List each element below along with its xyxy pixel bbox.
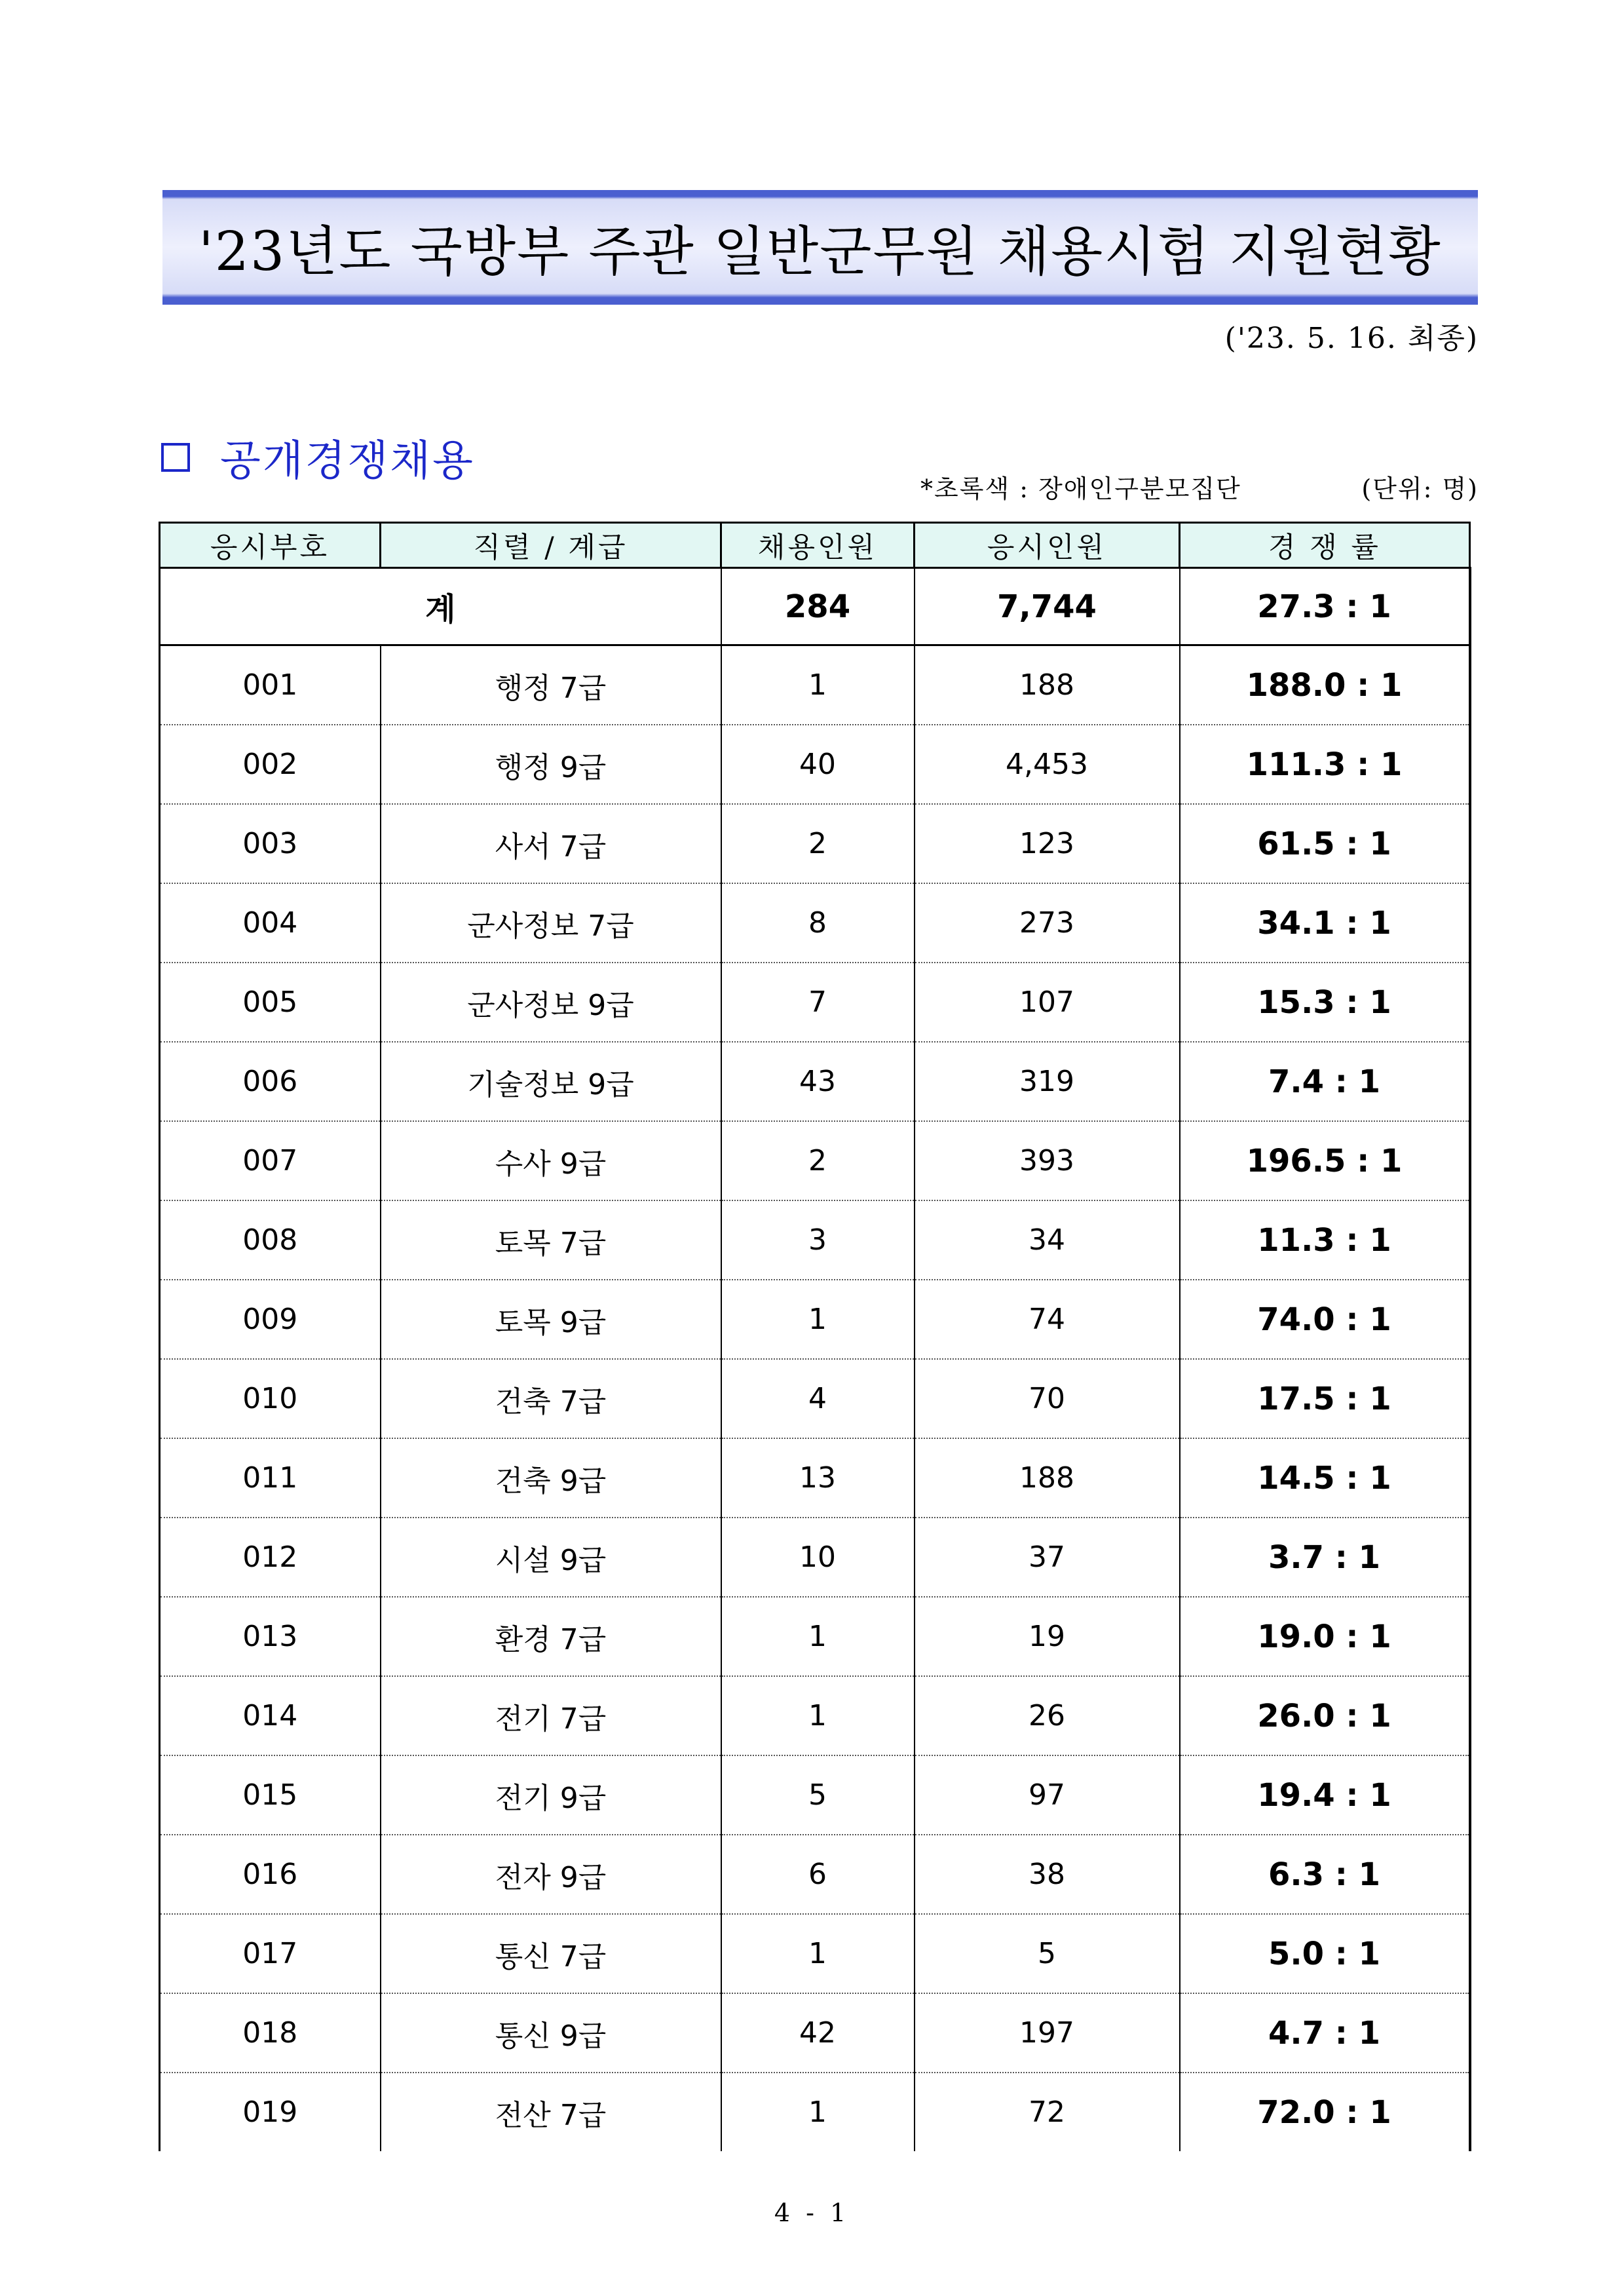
cell-ratio: 34.1 : 1	[1180, 883, 1470, 963]
total-hires: 284	[721, 568, 915, 645]
cell-code: 016	[160, 1835, 381, 1914]
unit-note: (단위: 명)	[1361, 474, 1479, 503]
cell-hires: 1	[721, 645, 915, 725]
table-row	[160, 1280, 1470, 1359]
cell-applicants: 5	[915, 1914, 1180, 1993]
cell-code: 001	[160, 645, 381, 725]
cell-position: 전기 9급	[381, 1755, 721, 1835]
cell-ratio: 15.3 : 1	[1180, 963, 1470, 1042]
table-row	[160, 1518, 1470, 1597]
cell-position: 건축 9급	[381, 1438, 721, 1518]
cell-applicants: 188	[915, 645, 1180, 725]
cell-ratio: 19.0 : 1	[1180, 1597, 1470, 1676]
cell-applicants: 74	[915, 1280, 1180, 1359]
cell-applicants: 26	[915, 1676, 1180, 1755]
table-row	[160, 645, 1470, 725]
cell-ratio: 26.0 : 1	[1180, 1676, 1470, 1755]
cell-position: 군사정보 9급	[381, 963, 721, 1042]
cell-applicants: 273	[915, 883, 1180, 963]
table-row	[160, 1200, 1470, 1280]
table-row	[160, 1676, 1470, 1755]
cell-hires: 6	[721, 1835, 915, 1914]
cell-ratio: 74.0 : 1	[1180, 1280, 1470, 1359]
table-row	[160, 1914, 1470, 1993]
cell-code: 015	[160, 1755, 381, 1835]
page-number: 4 - 1	[774, 2198, 850, 2227]
table-row	[160, 1835, 1470, 1914]
cell-position: 기술정보 9급	[381, 1042, 721, 1121]
cell-position: 전자 9급	[381, 1835, 721, 1914]
cell-applicants: 4,453	[915, 725, 1180, 804]
table-row	[160, 1755, 1470, 1835]
cell-applicants: 393	[915, 1121, 1180, 1200]
cell-code: 007	[160, 1121, 381, 1200]
cell-ratio: 4.7 : 1	[1180, 1993, 1470, 2073]
cell-code: 004	[160, 883, 381, 963]
cell-ratio: 72.0 : 1	[1180, 2073, 1470, 2151]
cell-position: 시설 9급	[381, 1518, 721, 1597]
cell-hires: 13	[721, 1438, 915, 1518]
cell-ratio: 11.3 : 1	[1180, 1200, 1470, 1280]
table-row	[160, 1121, 1470, 1200]
cell-hires: 1	[721, 1676, 915, 1755]
cell-ratio: 14.5 : 1	[1180, 1438, 1470, 1518]
cell-applicants: 97	[915, 1755, 1180, 1835]
cell-applicants: 188	[915, 1438, 1180, 1518]
table-row	[160, 1993, 1470, 2073]
cell-ratio: 6.3 : 1	[1180, 1835, 1470, 1914]
section-heading	[161, 427, 475, 488]
cell-code: 009	[160, 1280, 381, 1359]
table-row	[160, 804, 1470, 883]
header-position: 직렬 / 계급	[381, 523, 721, 568]
page-title: '23년도 국방부 주관 일반군무원 채용시험 지원현황	[198, 221, 1442, 283]
section-title: 공개경쟁채용	[220, 437, 475, 486]
header-applicants: 응시인원	[915, 523, 1180, 568]
header-hires: 채용인원	[721, 523, 915, 568]
cell-ratio: 17.5 : 1	[1180, 1359, 1470, 1438]
cell-position: 군사정보 7급	[381, 883, 721, 963]
cell-hires: 2	[721, 804, 915, 883]
cell-position: 행정 7급	[381, 645, 721, 725]
cell-hires: 4	[721, 1359, 915, 1438]
cell-hires: 7	[721, 963, 915, 1042]
cell-hires: 1	[721, 1597, 915, 1676]
applicant-table	[159, 522, 1471, 2151]
cell-position: 토목 9급	[381, 1280, 721, 1359]
cell-hires: 3	[721, 1200, 915, 1280]
cell-ratio: 3.7 : 1	[1180, 1518, 1470, 1597]
cell-position: 사서 7급	[381, 804, 721, 883]
cell-position: 건축 7급	[381, 1359, 721, 1438]
total-label: 계	[160, 568, 721, 645]
cell-code: 006	[160, 1042, 381, 1121]
cell-hires: 8	[721, 883, 915, 963]
cell-hires: 1	[721, 1914, 915, 1993]
table-header-row	[160, 523, 1470, 568]
cell-hires: 42	[721, 1993, 915, 2073]
cell-ratio: 5.0 : 1	[1180, 1914, 1470, 1993]
cell-position: 통신 7급	[381, 1914, 721, 1993]
square-bullet-icon	[161, 443, 190, 472]
cell-code: 010	[160, 1359, 381, 1438]
cell-hires: 1	[721, 1280, 915, 1359]
cell-ratio: 19.4 : 1	[1180, 1755, 1470, 1835]
title-banner	[162, 190, 1478, 305]
cell-code: 012	[160, 1518, 381, 1597]
legend-note: *초록색 : 장애인구분모집단	[920, 474, 1241, 503]
cell-ratio: 188.0 : 1	[1180, 645, 1470, 725]
cell-position: 수사 9급	[381, 1121, 721, 1200]
cell-code: 002	[160, 725, 381, 804]
cell-applicants: 38	[915, 1835, 1180, 1914]
table-row	[160, 1597, 1470, 1676]
cell-code: 017	[160, 1914, 381, 1993]
cell-position: 환경 7급	[381, 1597, 721, 1676]
header-code: 응시부호	[160, 523, 381, 568]
total-ratio: 27.3 : 1	[1180, 568, 1470, 645]
cell-hires: 10	[721, 1518, 915, 1597]
cell-hires: 40	[721, 725, 915, 804]
cell-code: 013	[160, 1597, 381, 1676]
cell-applicants: 19	[915, 1597, 1180, 1676]
table-row	[160, 725, 1470, 804]
cell-code: 003	[160, 804, 381, 883]
cell-position: 전산 7급	[381, 2073, 721, 2151]
cell-applicants: 34	[915, 1200, 1180, 1280]
cell-applicants: 197	[915, 1993, 1180, 2073]
table-row	[160, 1042, 1470, 1121]
cell-position: 전기 7급	[381, 1676, 721, 1755]
cell-ratio: 196.5 : 1	[1180, 1121, 1470, 1200]
cell-code: 018	[160, 1993, 381, 2073]
header-ratio: 경 쟁 률	[1180, 523, 1470, 568]
cell-applicants: 107	[915, 963, 1180, 1042]
cell-ratio: 61.5 : 1	[1180, 804, 1470, 883]
cell-hires: 5	[721, 1755, 915, 1835]
cell-code: 019	[160, 2073, 381, 2151]
cell-applicants: 37	[915, 1518, 1180, 1597]
cell-hires: 1	[721, 2073, 915, 2151]
table-row	[160, 2073, 1470, 2151]
cell-applicants: 123	[915, 804, 1180, 883]
cell-hires: 2	[721, 1121, 915, 1200]
cell-applicants: 72	[915, 2073, 1180, 2151]
cell-code: 008	[160, 1200, 381, 1280]
table-row	[160, 963, 1470, 1042]
table-row	[160, 1359, 1470, 1438]
cell-position: 통신 9급	[381, 1993, 721, 2073]
table-row	[160, 883, 1470, 963]
cell-position: 토목 7급	[381, 1200, 721, 1280]
cell-ratio: 111.3 : 1	[1180, 725, 1470, 804]
table-row	[160, 1438, 1470, 1518]
cell-code: 011	[160, 1438, 381, 1518]
cell-ratio: 7.4 : 1	[1180, 1042, 1470, 1121]
cell-code: 014	[160, 1676, 381, 1755]
cell-applicants: 70	[915, 1359, 1180, 1438]
cell-applicants: 319	[915, 1042, 1180, 1121]
cell-code: 005	[160, 963, 381, 1042]
total-applicants: 7,744	[915, 568, 1180, 645]
cell-hires: 43	[721, 1042, 915, 1121]
date-note: ('23. 5. 16. 최종)	[1224, 322, 1479, 355]
total-row	[160, 568, 1470, 645]
cell-position: 행정 9급	[381, 725, 721, 804]
